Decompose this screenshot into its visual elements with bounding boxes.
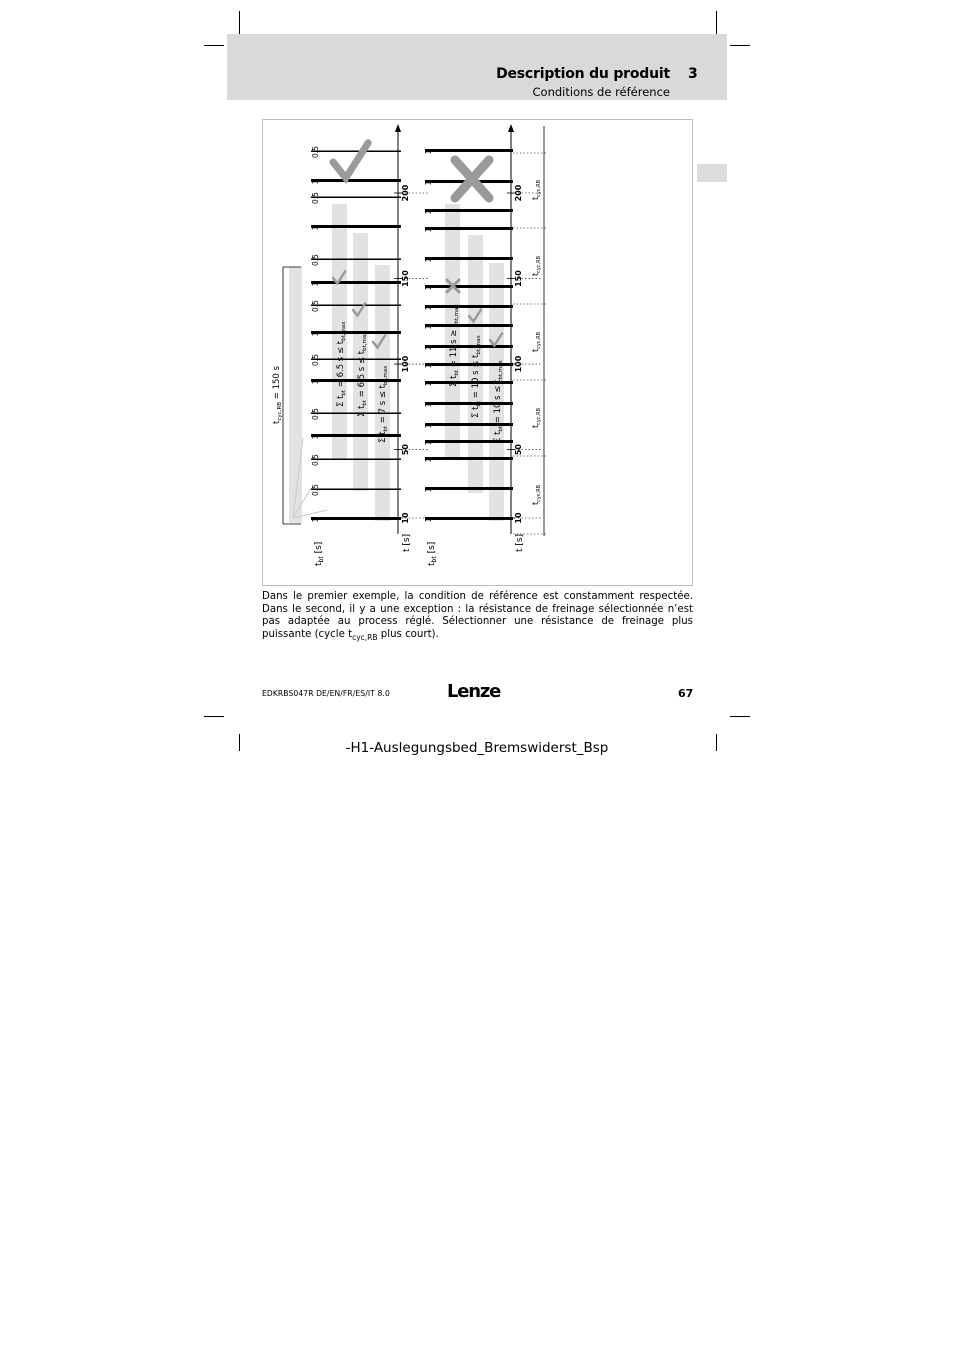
crop-mark [716,11,717,34]
chapter-number: 3 [688,66,698,82]
time-tick-label: 50 [514,444,523,456]
braking-pulse [311,459,401,461]
braking-pulse [424,257,513,263]
time-axis-arrow [508,124,514,132]
braking-pulse [311,179,401,185]
document-code: EDKRBS047R DE/EN/FR/ES/IT 8.0 [262,689,390,698]
braking-pulse [311,489,401,491]
braking-time-label: 1 [424,305,433,311]
sum-condition-text: Σ $t_{bt} = 10$ $s \le t_{bt,max}$ [493,360,504,443]
braking-pulse [311,259,401,261]
braking-pulse [424,457,513,463]
time-tick-label: 10 [401,512,410,524]
braking-pulse [311,281,401,287]
time-tick-label: 10 [514,512,523,524]
braking-time-label: 0.5 [311,254,320,266]
braking-time-label: 1 [424,209,433,215]
time-tick-label: 100 [514,355,523,373]
time-tick-label: 150 [401,270,410,287]
cycle-time-label: $t_{cyc,RB}$ [531,407,542,429]
braking-time-label: 1 [424,149,433,155]
page-title: Description du produit [496,66,670,82]
braking-time-label: 0.5 [311,354,320,366]
braking-pulse [311,517,401,523]
page-number: 67 [678,687,694,700]
braking-time-label: 1 [311,331,320,337]
time-tick-label: 200 [401,184,410,202]
braking-time-label: 0.5 [311,192,320,204]
braking-time-label: 0.5 [311,454,320,466]
braking-time-label: 1 [311,281,320,287]
braking-pulse [311,225,401,231]
braking-time-label: 1 [424,324,433,330]
braking-pulse [424,487,513,493]
time-axis-label: t [s] [515,533,525,552]
cycle-time-label: $t_{cyc,RB} = 150$ s [272,366,283,424]
braking-time-label: 1 [311,517,320,523]
lenze-logo: Lenze [447,681,501,702]
braking-time-label: 1 [311,179,320,185]
braking-pulse [424,285,513,291]
braking-pulse [311,305,401,307]
sum-condition-text: Σ $t_{bt} = 11$ $s \ge t_{bt,max}$ [449,304,460,387]
time-tick-label: 150 [514,270,523,287]
braking-time-label: 0.5 [311,484,320,496]
time-axis-label: t [s] [402,533,412,552]
braking-time-label: 1 [424,227,433,233]
timing-diagram [262,119,693,586]
braking-pulse [424,345,513,351]
braking-time-label: 1 [424,402,433,408]
braking-time-label: 1 [424,457,433,463]
crop-mark [730,45,750,46]
cycle-time-label: $t_{cyc,RB}$ [531,484,542,506]
crop-mark [204,45,224,46]
braking-time-label: 1 [424,381,433,387]
chapter-tab [697,164,727,182]
time-tick-label: 100 [401,355,410,373]
cycle-time-label: $t_{cyc,RB}$ [531,179,542,201]
crop-mark [239,11,240,34]
braking-time-label: 1 [311,379,320,385]
time-tick-label: 200 [514,184,523,202]
braking-pulse [311,197,401,199]
crop-mark [204,716,224,717]
braking-time-label: 1 [424,440,433,446]
large-check-mark-icon [333,143,368,178]
braking-pulse [311,359,401,361]
braking-time-label: 1 [311,225,320,231]
braking-time-label: 1 [424,363,433,369]
document-label: -H1-Auslegungsbed_Bremswiderst_Bsp [345,740,609,756]
braking-time-label: 1 [311,434,320,440]
sum-condition-text: Σ $t_{bt} = 6.5$ $s \le t_{bt,max}$ [357,331,368,417]
braking-pulse [424,305,513,311]
sum-condition-text: Σ $t_{bt} = 7$ $s \le t_{bt,max}$ [378,365,389,443]
braking-time-label: 1 [424,517,433,523]
time-tick-label: 50 [401,444,410,456]
large-cross-icon [455,160,489,198]
braking-time-label: 1 [424,257,433,263]
braking-time-label: 1 [424,285,433,291]
braking-time-label: 1 [424,345,433,351]
braking-pulse [424,149,513,155]
braking-time-label: 0.5 [311,146,320,158]
sum-condition-text: Σ $t_{bt} = 10$ $s \le t_{bt,max}$ [471,335,482,418]
braking-pulse [311,151,401,153]
cycle-bar [289,267,302,523]
braking-pulse [311,331,401,337]
crop-mark [730,716,750,717]
braking-time-axis-label: $t_{bt}$ [s] [314,541,325,566]
time-axis-arrow [395,124,401,132]
braking-time-label: 1 [424,423,433,429]
braking-pulse [424,227,513,233]
timing-diagram-svg [263,120,694,587]
cycle-time-label: $t_{cyc,RB}$ [531,331,542,353]
braking-pulse [424,324,513,330]
braking-time-label: 1 [424,487,433,493]
braking-time-label: 0.5 [311,300,320,312]
braking-time-label: 0.5 [311,408,320,420]
braking-pulse [424,517,513,523]
braking-time-label: 1 [424,180,433,186]
sum-condition-text: Σ $t_{bt} = 6.5$ $s \le t_{bt,max}$ [336,321,347,407]
braking-time-axis-label: $t_{bt}$ [s] [427,541,438,566]
cycle-time-label: $t_{cyc,RB}$ [531,255,542,277]
body-paragraph: Dans le premier exemple, la condition de référence est constamment respectée. Dans le second, il y a une exception : la résistance de freinage sélectionnée n’est pas adaptée au process réglé. Sélectionner une résistance de freinage plus puissante (cycle $t_{cyc,RB}$ plus court). [262,591,693,642]
page-subtitle: Conditions de référence [532,85,670,99]
braking-pulse [424,209,513,215]
